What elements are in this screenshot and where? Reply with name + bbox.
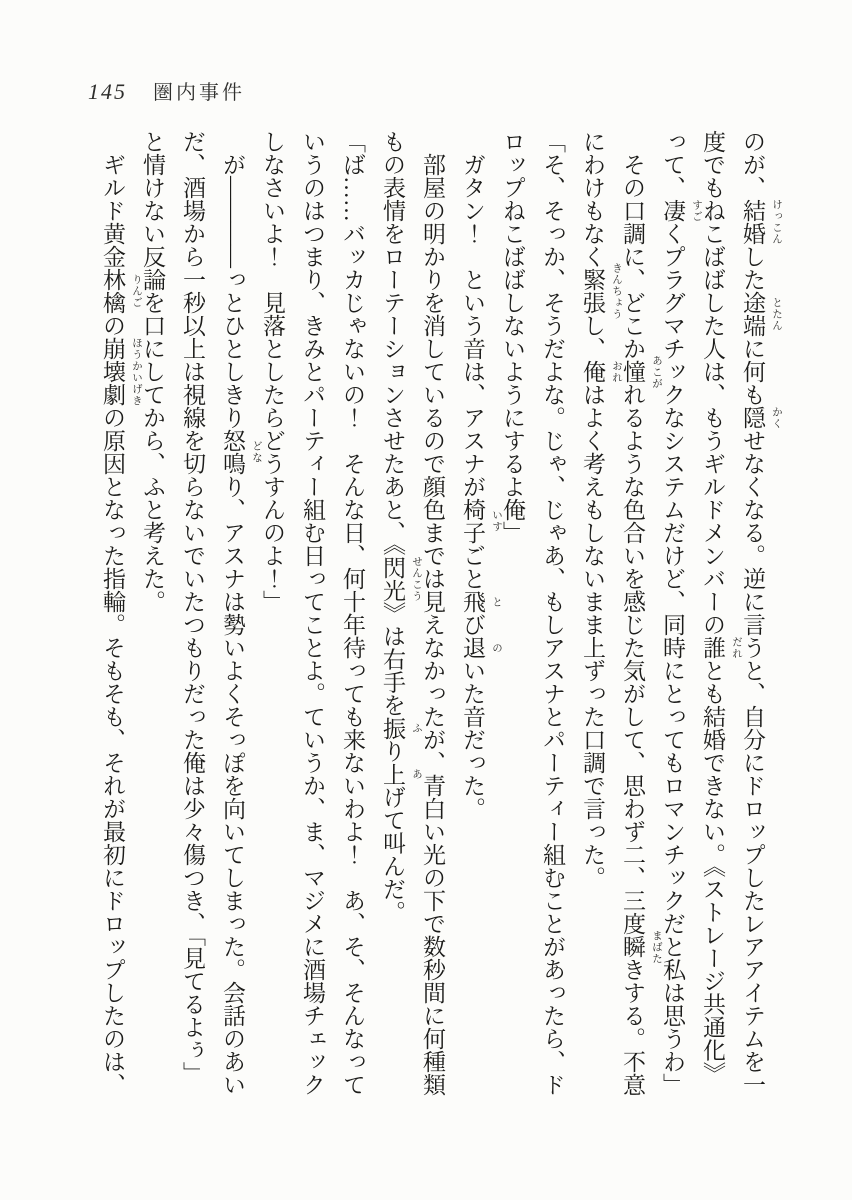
furigana: と bbox=[491, 595, 502, 608]
furigana: りんご bbox=[131, 273, 142, 309]
ruby-base: すご 凄 bbox=[660, 199, 702, 222]
ruby-base: ふ 振 bbox=[380, 716, 422, 740]
ruby-base: きんちょう 緊張 bbox=[580, 262, 622, 320]
ruby-base: けっこん 結婚 bbox=[740, 199, 782, 245]
furigana: せんこう bbox=[411, 555, 422, 602]
ruby-base: りんご 林檎 bbox=[100, 268, 142, 314]
paragraph: ギルド黄金 りんご 林檎の ほうかいげき 崩壊劇の原因となった指輪。そもそも、それが最初にドロップしたのは、 bbox=[100, 153, 142, 1096]
furigana: あ bbox=[411, 768, 422, 780]
paragraph: ガタン！ という音は、アスナが いす 椅子ごと と 飛び の 退いた音だった。 bbox=[460, 153, 502, 820]
paragraph: 部屋の明かりを消しているので顔色までは見えなかったが、青白い光の下で数秒間に何種類もの表情をローテーションさせたあと、《 せんこう 閃光》は右手を ふ 振り あ 上げて叫んだ。 bbox=[380, 130, 445, 1096]
furigana: すご bbox=[691, 199, 702, 222]
paragraph: 「ば……バッカじゃないの！ そんな日、何十年待っても来ないわよ！ あ、そ、そんなっていうのはつまり、きみとパーティー組む日ってことよ。ていうか、ま、マジメに酒場チェックしなさいよ！ 見落としたらどうすんのよ！」 bbox=[260, 130, 365, 1096]
ruby-base: いす 椅子 bbox=[460, 498, 502, 544]
furigana: ほうかいげき bbox=[131, 337, 142, 406]
furigana: の bbox=[491, 641, 502, 654]
ruby-base: ほうかいげき 崩壊劇 bbox=[100, 337, 142, 406]
ruby-base: まばた 瞬 bbox=[620, 929, 662, 964]
running-title: 圏内事件 bbox=[153, 82, 245, 104]
ruby-base: あ 上 bbox=[380, 762, 422, 786]
furigana: かく bbox=[771, 406, 782, 429]
furigana: ふ bbox=[411, 722, 422, 734]
paragraph: その口調に、どこか あこが 憧れるような色合いを感じた気がして、思わず二、三度 まばた 瞬きする。不意にわけもなく きんちょう 緊張し、 おれ 俺はよく考えもしないまま上ずった口調で言った。 bbox=[580, 130, 662, 1096]
ruby-base: おれ 俺 bbox=[580, 360, 622, 383]
ruby-base: あこが 憧 bbox=[620, 354, 662, 389]
furigana: だれ bbox=[731, 636, 742, 659]
ruby-base: の 退 bbox=[460, 636, 502, 659]
page-number: 145 bbox=[88, 79, 127, 104]
furigana: きんちょう bbox=[611, 262, 622, 320]
furigana: まばた bbox=[651, 929, 662, 964]
ruby-base: かく 隠 bbox=[740, 406, 782, 429]
furigana: とたん bbox=[771, 296, 782, 332]
paragraph: 「そ、そっか、そうだよな。じゃ、じゃあ、もしアスナとパーティー組むことがあったら、ドロップねこばばしないようにするよ俺」 bbox=[500, 130, 565, 1096]
furigana: あこが bbox=[651, 354, 662, 389]
ruby-base: どな 怒鳴 bbox=[220, 429, 262, 475]
paragraph: のが、 けっこん 結婚した とたん 途端に何も かく 隠せなくなる。逆に言うと、自分にドロップしたレアアイテムを一度でもねこばばした人は、もうギルドメンバーの だれ 誰とも結婚できない。《ストレージ共通化》って、 すご 凄くプラグマチックなシステムだけど、同時にとってもロマンチックだと私は思うわ」 bbox=[660, 130, 782, 1096]
furigana: どな bbox=[251, 440, 262, 464]
paragraph: が――――っとひとしきり どな 怒鳴り、アスナは勢いよくそっぽを向いてしまった。会話のあいだ、酒場から一秒以上は視線を切らないでいたつもりだった俺は少々傷つき、「見てるよぅ」と情けない反論を口にしてから、ふと考えた。 bbox=[140, 130, 262, 1096]
ruby-base: と 飛 bbox=[460, 590, 502, 613]
ruby-base: だれ 誰 bbox=[700, 636, 742, 659]
page-header bbox=[88, 76, 245, 105]
ruby-base: とたん 途端 bbox=[740, 291, 782, 337]
furigana: いす bbox=[491, 509, 502, 533]
furigana: おれ bbox=[611, 360, 622, 383]
body-text bbox=[92, 130, 782, 1105]
ruby-base: せんこう 閃光 bbox=[380, 555, 422, 602]
furigana: けっこん bbox=[771, 199, 782, 245]
